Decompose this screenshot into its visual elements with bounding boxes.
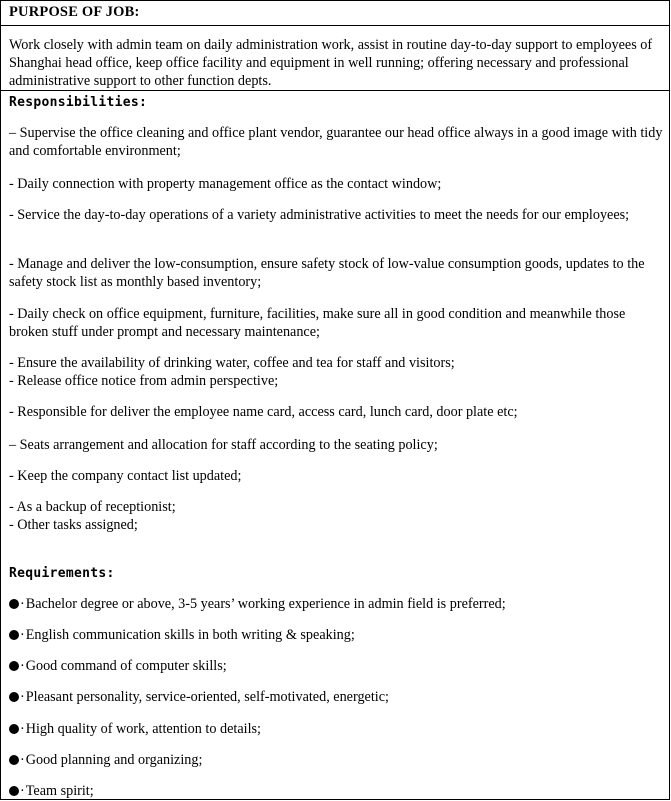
responsibilities-heading: Responsibilities: bbox=[9, 95, 148, 110]
bullet-icon bbox=[9, 599, 19, 609]
bullet-icon bbox=[9, 692, 19, 702]
responsibility-item: - Other tasks assigned; bbox=[9, 517, 138, 533]
requirement-item: ·English communication skills in both writing & speaking; bbox=[9, 626, 667, 644]
requirement-item: ·Bachelor degree or above, 3-5 years’ working experience in admin field is preferred; bbox=[9, 595, 667, 613]
requirement-text: High quality of work, attention to details; bbox=[25, 721, 261, 737]
bullet-icon bbox=[9, 786, 19, 796]
bullet-icon bbox=[9, 724, 19, 734]
requirement-text: Good command of computer skills; bbox=[25, 658, 227, 674]
requirement-text: Pleasant personality, service-oriented, self-motivated, energetic; bbox=[25, 689, 389, 705]
requirement-text: English communication skills in both writing & speaking; bbox=[25, 627, 355, 643]
bullet-icon bbox=[9, 630, 19, 640]
purpose-text: Work closely with admin team on daily administration work, assist in routine day-to-day support to employees of Shanghai head office, keep office facility and equipment in well running; offering necessary and professional administrative support to other function depts. bbox=[9, 37, 653, 89]
purpose-section bbox=[1, 1, 669, 91]
responsibility-item: - Release office notice from admin perspective; bbox=[9, 373, 279, 389]
requirement-item: ·Team spirit; bbox=[9, 782, 667, 800]
requirement-item: ·High quality of work, attention to details; bbox=[9, 720, 667, 738]
requirement-text: Team spirit; bbox=[25, 783, 94, 799]
responsibility-item: - Ensure the availability of drinking water, coffee and tea for staff and visitors; bbox=[9, 355, 455, 371]
responsibility-item: - Daily check on office equipment, furniture, facilities, make sure all in good condition and meanwhile those broken stuff under prompt and necessary maintenance; bbox=[9, 306, 626, 340]
requirement-text: Good planning and organizing; bbox=[25, 752, 203, 768]
purpose-heading-divider bbox=[1, 25, 669, 26]
responsibility-item: - As a backup of receptionist; bbox=[9, 499, 176, 515]
requirement-item: ·Pleasant personality, service-oriented, self-motivated, energetic; bbox=[9, 688, 667, 706]
purpose-heading: PURPOSE OF JOB: bbox=[9, 4, 140, 20]
requirements-heading: Requirements: bbox=[9, 566, 115, 581]
responsibility-item: - Keep the company contact list updated; bbox=[9, 468, 242, 484]
bullet-icon bbox=[9, 755, 19, 765]
requirement-item: ·Good planning and organizing; bbox=[9, 751, 667, 769]
responsibility-item: – Supervise the office cleaning and office plant vendor, guarantee our head office always in a good image with tidy and comfortable environment; bbox=[9, 125, 663, 159]
requirement-text: Bachelor degree or above, 3-5 years’ working experience in admin field is preferred; bbox=[25, 596, 506, 612]
responsibility-item: - Service the day-to-day operations of a variety administrative activities to meet the needs for our employees; bbox=[9, 207, 630, 223]
requirement-item: ·Good command of computer skills; bbox=[9, 657, 667, 675]
bullet-icon bbox=[9, 661, 19, 671]
responsibility-item: - Manage and deliver the low-consumption, ensure safety stock of low-value consumption goods, updates to the safety stock list as monthly based inventory; bbox=[9, 256, 645, 290]
responsibility-item: - Responsible for deliver the employee name card, access card, lunch card, door plate etc; bbox=[9, 404, 518, 420]
responsibility-item: - Daily connection with property management office as the contact window; bbox=[9, 176, 442, 192]
responsibility-item: – Seats arrangement and allocation for staff according to the seating policy; bbox=[9, 437, 438, 453]
